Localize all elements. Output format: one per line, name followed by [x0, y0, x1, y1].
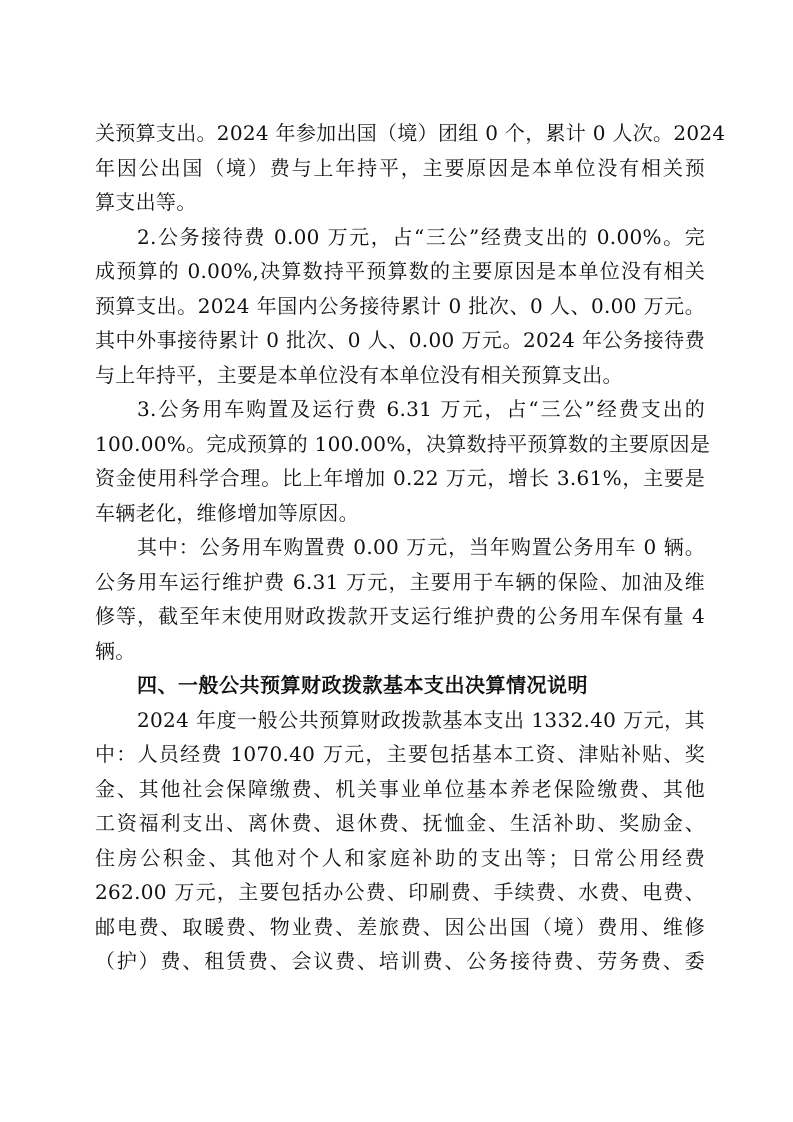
paragraph-line: 住房公积金、其他对个人和家庭补助的支出等；日常公用经费 — [95, 845, 705, 870]
paragraph-line: 金、其他社会保障缴费、机关事业单位基本养老保险缴费、其他 — [95, 776, 705, 801]
paragraph-line: 辆。 — [95, 638, 136, 663]
paragraph-line: 公务用车运行维护费 6.31 万元，主要用于车辆的保险、加油及维 — [95, 569, 705, 594]
paragraph-first-line: 2024 年度一般公共预算财政拨款基本支出 1332.40 万元，其 — [137, 707, 705, 732]
paragraph-line: 算支出等。 — [95, 190, 197, 214]
paragraph-line: 预算支出。2024 年国内公务接待累计 0 批次、0 人、0.00 万元。 — [95, 293, 705, 318]
paragraph-line: 中：人员经费 1070.40 万元，主要包括基本工资、津贴补贴、奖 — [95, 742, 705, 766]
paragraph-line: （护）费、租赁费、会议费、培训费、公务接待费、劳务费、委 — [95, 949, 705, 973]
section-heading: 四、一般公共预算财政拨款基本支出决算情况说明 — [137, 673, 588, 697]
paragraph-first-line: 3.公务用车购置及运行费 6.31 万元，占“三公”经费支出的 — [137, 397, 705, 421]
paragraph-line: 邮电费、取暖费、物业费、差旅费、因公出国（境）费用、维修 — [95, 914, 705, 939]
paragraph-line: 其中外事接待累计 0 批次、0 人、0.00 万元。2024 年公务接待费 — [95, 328, 705, 352]
paragraph-line: 成预算的 0.00%,决算数持平预算数的主要原因是本单位没有相关 — [95, 259, 705, 283]
document-body — [95, 116, 726, 979]
paragraph-first-line: 2.公务接待费 0.00 万元，占“三公”经费支出的 0.00%。完 — [137, 224, 705, 249]
paragraph-line: 262.00 万元，主要包括办公费、印刷费、手续费、水费、电费、 — [95, 880, 705, 904]
paragraph-line: 关预算支出。2024 年参加出国（境）团组 0 个，累计 0 人次。2024 — [95, 121, 726, 145]
paragraph-line: 工资福利支出、离休费、退休费、抚恤金、生活补助、奖励金、 — [95, 811, 705, 835]
paragraph-line: 100.00%。完成预算的 100.00%，决算数持平预算数的主要原因是 — [95, 431, 711, 456]
paragraph-line: 修等，截至年末使用财政拨款开支运行维护费的公务用车保有量 4 — [95, 604, 705, 628]
paragraph-line: 车辆老化，维修增加等原因。 — [95, 500, 359, 525]
paragraph-line: 年因公出国（境）费与上年持平，主要原因是本单位没有相关预 — [95, 155, 705, 180]
paragraph-line: 与上年持平，主要是本单位没有本单位没有相关预算支出。 — [95, 362, 623, 387]
paragraph-line: 资金使用科学合理。比上年增加 0.22 万元，增长 3.61%，主要是 — [95, 466, 705, 490]
paragraph-first-line: 其中：公务用车购置费 0.00 万元，当年购置公务用车 0 辆。 — [137, 535, 705, 559]
